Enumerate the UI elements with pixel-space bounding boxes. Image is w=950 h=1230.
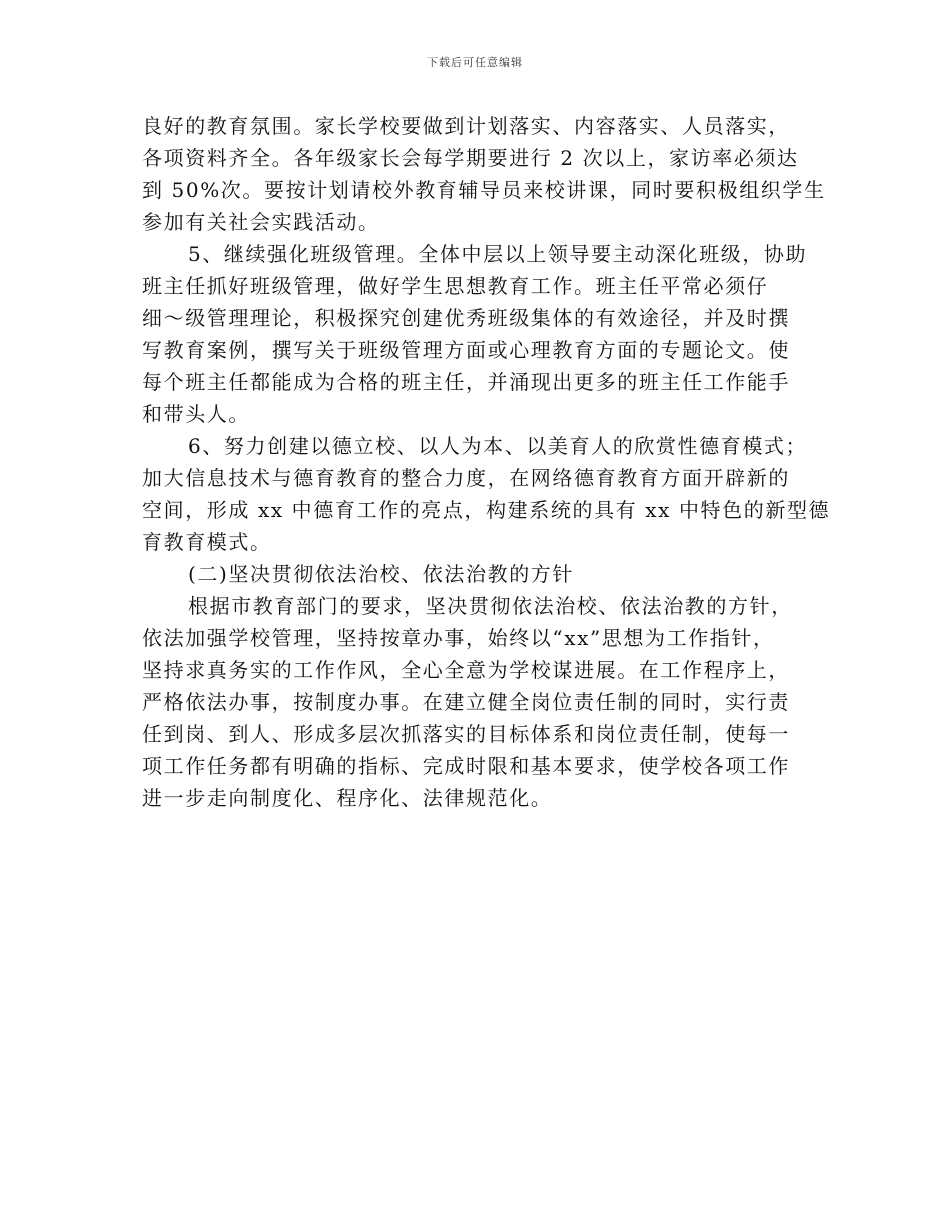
paragraph-start-line: 5、继续强化班级管理。全体中层以上领导要主动深化班级，协助 — [188, 242, 808, 266]
text-line: 参加有关社会实践活动。 — [142, 210, 380, 234]
text-line: 坚持求真务实的工作作风，全心全意为学校谋进展。在工作程序上， — [142, 658, 790, 682]
text-line: 每个班主任都能成为合格的班主任，并涌现出更多的班主任工作能手 — [142, 370, 790, 394]
text-line: 各项资料齐全。各年级家长会每学期要进行 2 次以上，家访率必须达 — [142, 146, 799, 170]
text-line: 严格依法办事，按制度办事。在建立健全岗位责任制的同时，实行责 — [142, 690, 790, 714]
text-line: 写教育案例，撰写关于班级管理方面或心理教育方面的专题论文。使 — [142, 338, 790, 362]
text-line: 空间，形成 xx 中德育工作的亮点，构建系统的具有 xx 中特色的新型德 — [142, 498, 831, 522]
text-line: 到 50%次。要按计划请校外教育辅导员来校讲课，同时要积极组织学生 — [142, 178, 826, 202]
text-line: 任到岗、到人、形成多层次抓落实的目标体系和岗位责任制，使每一 — [142, 722, 790, 746]
page-header: 下载后可任意编辑 — [427, 56, 523, 69]
text-line: 良好的教育氛围。家长学校要做到计划落实、内容落实、人员落实， — [142, 114, 790, 138]
text-line: 育教育模式。 — [142, 530, 272, 554]
text-line: 班主任抓好班级管理，做好学生思想教育工作。班主任平常必须仔 — [142, 274, 769, 298]
text-line: 加大信息技术与德育教育的整合力度，在网络德育教育方面开辟新的 — [142, 466, 790, 490]
paragraph-start-line: 根据市教育部门的要求，坚决贯彻依法治校、依法治教的方针， — [188, 594, 793, 618]
paragraph-start-line: 6、努力创建以德立校、以人为本、以美育人的欣赏性德育模式； — [188, 434, 808, 458]
text-line: 细～级管理理论，积极探究创建优秀班级集体的有效途径，并及时撰 — [142, 306, 790, 330]
text-line: 项工作任务都有明确的指标、完成时限和基本要求，使学校各项工作 — [142, 754, 790, 778]
document-body — [142, 110, 831, 814]
section-heading: (二)坚决贯彻依法治校、依法治教的方针 — [188, 562, 575, 586]
text-line: 和带头人。 — [142, 402, 250, 426]
text-line: 依法加强学校管理，坚持按章办事，始终以“xx”思想为工作指针， — [142, 626, 775, 650]
text-line: 进一步走向制度化、程序化、法律规范化。 — [142, 786, 553, 810]
